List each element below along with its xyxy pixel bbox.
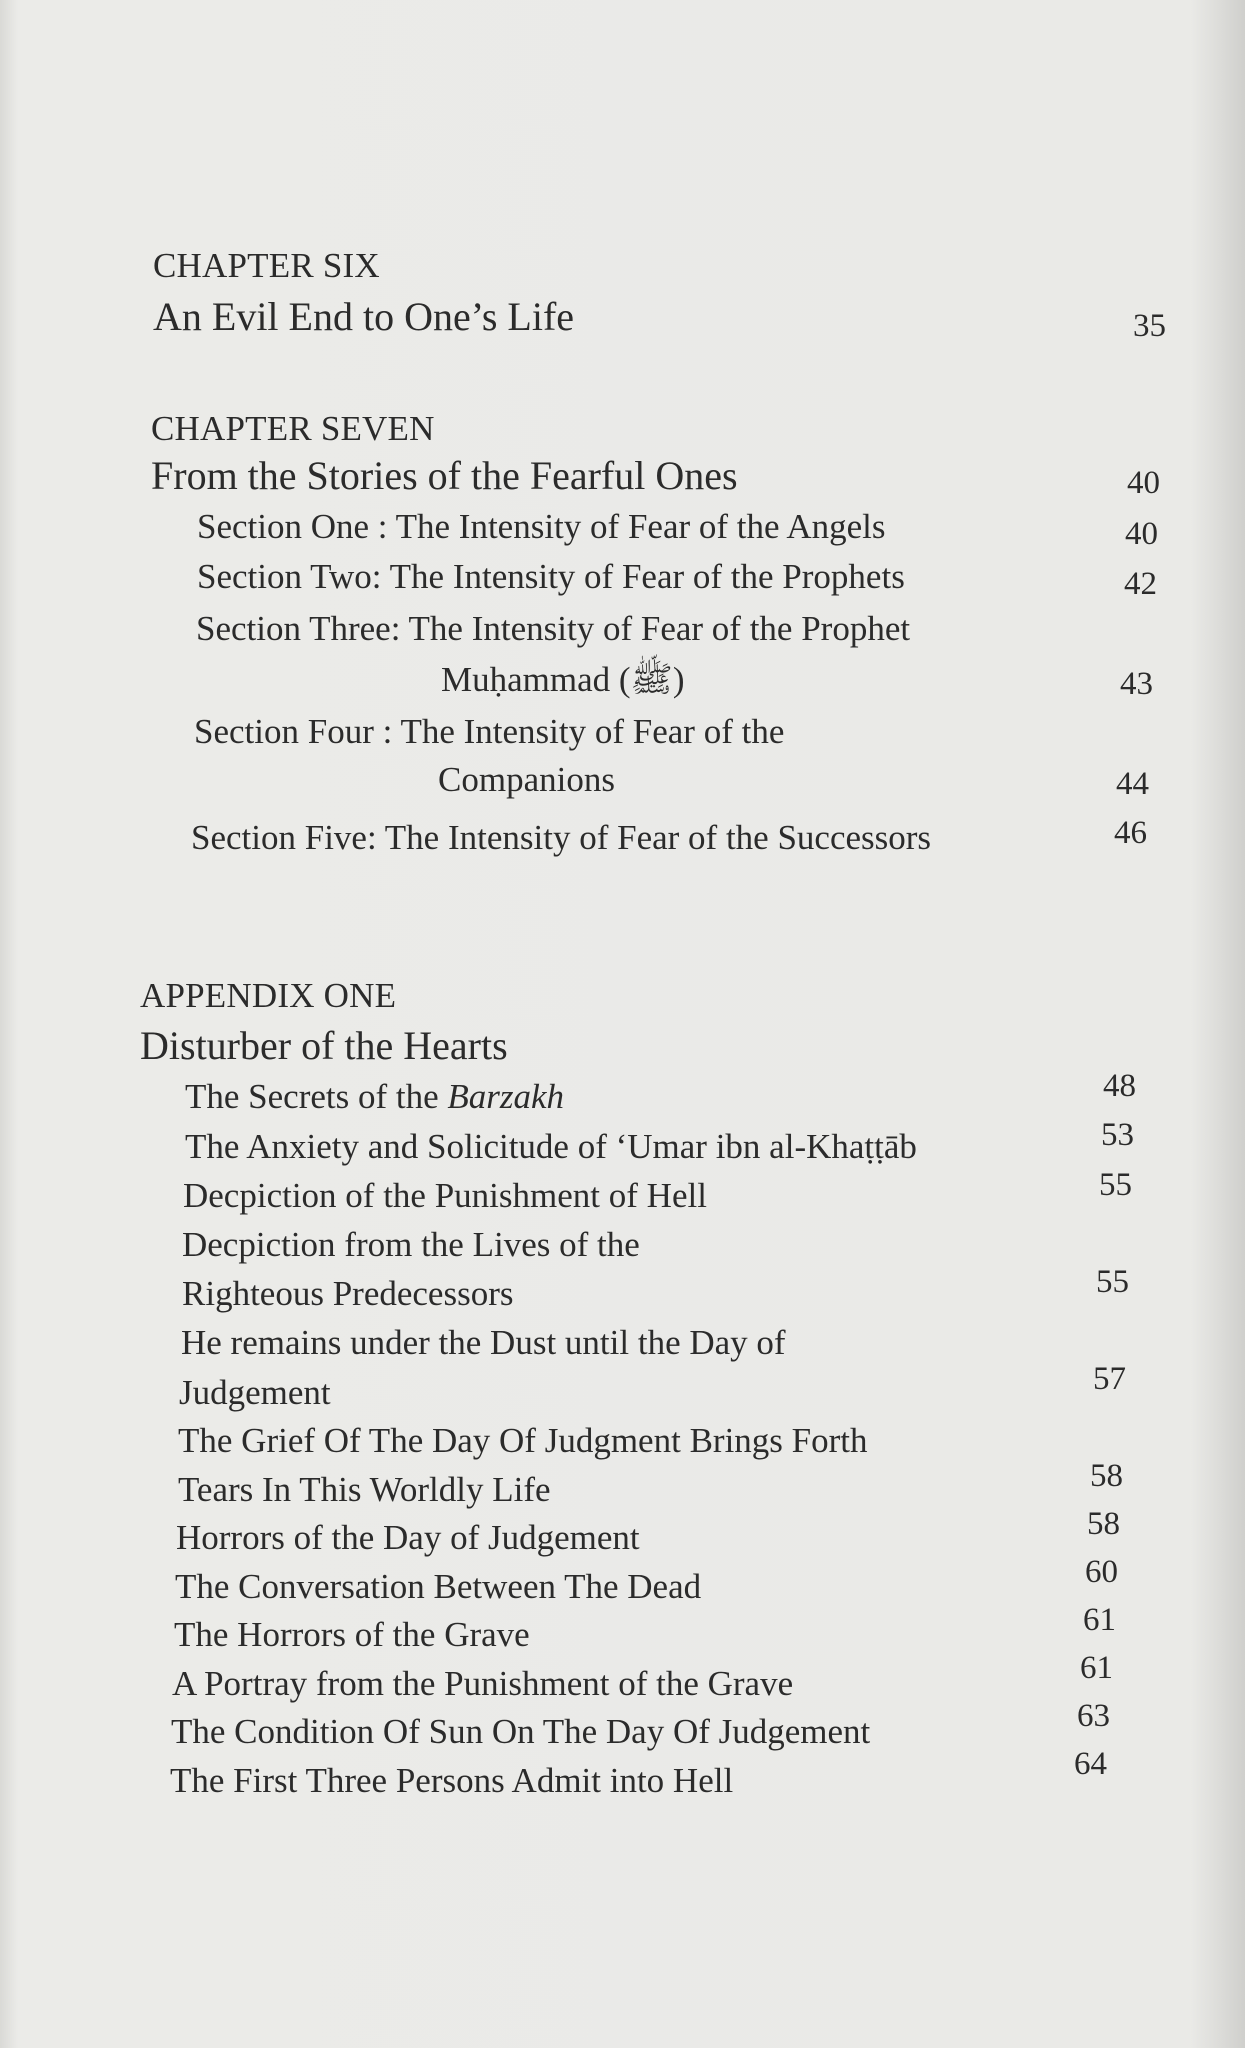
appendix-entry-9: The Horrors of the Grave <box>174 1615 530 1654</box>
appendix-entry-4-page: 55 <box>1096 1264 1129 1300</box>
appendix-entry-11-page: 63 <box>1077 1698 1110 1734</box>
chapter-seven-heading: CHAPTER SEVEN <box>151 409 435 448</box>
appendix-entry-5-page: 57 <box>1093 1361 1126 1397</box>
appendix-entry-6: The Grief Of The Day Of Judgment Brings Forth <box>178 1421 868 1460</box>
section-four-cont: Companions <box>438 760 615 799</box>
section-four-page: 44 <box>1116 766 1149 802</box>
appendix-entry-10: A Portray from the Punishment of the Grave <box>172 1664 794 1703</box>
appendix-entry-2-page: 53 <box>1101 1117 1134 1153</box>
section-four: Section Four : The Intensity of Fear of the <box>194 712 785 751</box>
appendix-one-heading: APPENDIX ONE <box>140 976 397 1015</box>
appendix-entry-10-page: 61 <box>1080 1650 1113 1686</box>
section-five-page: 46 <box>1114 815 1147 851</box>
appendix-entry-4: Decpiction from the Lives of the <box>182 1225 640 1264</box>
section-three-page: 43 <box>1120 666 1153 702</box>
appendix-entry-12: The First Three Persons Admit into Hell <box>170 1761 734 1800</box>
section-two: Section Two: The Intensity of Fear of the Prophets <box>197 557 905 596</box>
appendix-entry-7: Horrors of the Day of Judgement <box>176 1518 640 1557</box>
appendix-entry-1-page: 48 <box>1103 1068 1136 1104</box>
appendix-entry-7-page: 58 <box>1087 1506 1120 1542</box>
chapter-seven-title: From the Stories of the Fearful Ones <box>151 453 738 498</box>
chapter-seven-page: 40 <box>1127 465 1160 501</box>
appendix-entry-12-page: 64 <box>1074 1746 1107 1782</box>
appendix-entry-6-cont: Tears In This Worldly Life <box>178 1470 551 1509</box>
section-two-page: 42 <box>1124 566 1157 602</box>
section-one-page: 40 <box>1125 516 1158 552</box>
section-one: Section One : The Intensity of Fear of the Angels <box>197 507 886 546</box>
chapter-six-title: An Evil End to One’s Life <box>153 294 575 339</box>
appendix-one-title: Disturber of the Hearts <box>140 1023 508 1068</box>
chapter-six-page: 35 <box>1133 308 1166 344</box>
chapter-six-heading: CHAPTER SIX <box>153 246 380 285</box>
appendix-entry-5-cont: Judgement <box>179 1373 331 1412</box>
appendix-entry-11: The Condition Of Sun On The Day Of Judgement <box>171 1712 871 1751</box>
section-five: Section Five: The Intensity of Fear of the Successors <box>191 818 932 857</box>
appendix-entry-3-page: 55 <box>1099 1167 1132 1203</box>
section-three-cont: Muḥammad (ﷺ) <box>441 660 685 699</box>
appendix-entry-2: The Anxiety and Solicitude of ‘Umar ibn al-Khaṭṭāb <box>185 1127 917 1166</box>
appendix-entry-6-page: 58 <box>1090 1458 1123 1494</box>
appendix-entry-8: The Conversation Between The Dead <box>175 1567 702 1606</box>
appendix-entry-1: The Secrets of the Barzakh <box>185 1077 565 1116</box>
appendix-entry-4-cont: Righteous Predecessors <box>182 1274 514 1313</box>
appendix-entry-9-page: 61 <box>1083 1602 1116 1638</box>
appendix-entry-5: He remains under the Dust until the Day of <box>181 1323 786 1362</box>
section-three: Section Three: The Intensity of Fear of the Prophet <box>196 609 911 648</box>
appendix-entry-8-page: 60 <box>1085 1554 1118 1590</box>
appendix-entry-3: Decpiction of the Punishment of Hell <box>183 1176 707 1215</box>
